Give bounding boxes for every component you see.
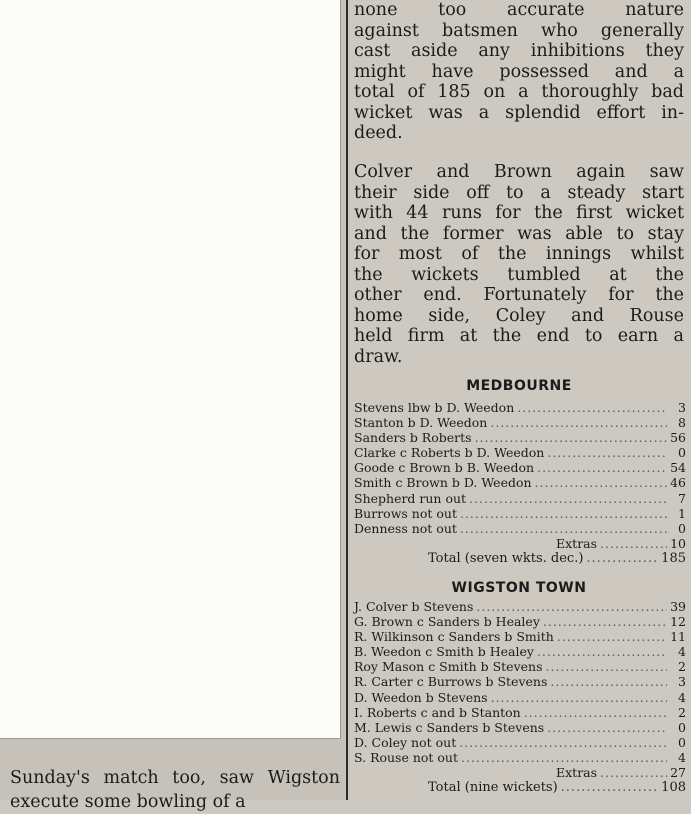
text-line: Colver and Brown again saw [354, 162, 684, 182]
batting-row: B. Weedon c Smith b Healey ..... 4 [354, 644, 686, 659]
left-column [0, 0, 345, 812]
text-line: and the former was able to stay [354, 223, 684, 244]
batting-row: G. Brown c Sanders b Healey ..... 12 [354, 614, 686, 629]
medbourne-heading: MEDBOURNE [466, 378, 572, 394]
match-report-paragraph-2 [354, 162, 684, 367]
wigston-town-scorecard [354, 599, 686, 795]
text-line: held firm at the end to earn a [354, 326, 684, 346]
batting-row: Burrows not out ..... 1 [354, 506, 686, 521]
text-line: against batsmen who generally [354, 20, 684, 41]
text-line: with 44 runs for the first wicket [354, 203, 684, 223]
batting-row: Stevens lbw b D. Weedon ..... 3 [354, 400, 686, 415]
batting-row: R. Carter c Burrows b Stevens ..... 3 [354, 674, 686, 689]
redaction-box [0, 0, 341, 739]
batting-row: M. Lewis c Sanders b Stevens ..... 0 [354, 720, 686, 735]
match-report-paragraph-1 [354, 0, 684, 144]
text-line: deed. [354, 123, 403, 143]
text-line: other end. Fortunately for the [354, 285, 684, 305]
text-line: for most of the innings whilst [354, 244, 684, 264]
batting-row: Clarke c Roberts b D. Weedon ..... 0 [354, 445, 686, 460]
medbourne-scorecard [354, 400, 686, 566]
batting-row: Roy Mason c Smith b Stevens ..... 2 [354, 659, 686, 674]
text-line: cast aside any inhibitions they [354, 41, 684, 61]
text-line: wicket was a splendid effort in- [354, 102, 684, 123]
extras-row: Extras ..... 27 [354, 765, 686, 780]
column-divider [346, 0, 348, 800]
text-line: home side, Coley and Rouse [354, 305, 684, 326]
text-line: the wickets tumbled at the [354, 264, 684, 285]
batting-row: J. Colver b Stevens ..... 39 [354, 599, 686, 614]
total-row: Total (seven wkts. dec.) ..... 185 [354, 551, 686, 566]
batting-row: D. Weedon b Stevens ..... 4 [354, 690, 686, 705]
batting-row: Goode c Brown b B. Weedon ..... 54 [354, 460, 686, 475]
batting-row: Sanders b Roberts ..... 56 [354, 430, 686, 445]
batting-row: D. Coley not out ..... 0 [354, 735, 686, 750]
text-line: none too accurate nature [354, 0, 684, 20]
batting-row: S. Rouse not out ..... 4 [354, 750, 686, 765]
batting-row: Stanton b D. Weedon ..... 8 [354, 415, 686, 430]
batting-row: Smith c Brown b D. Weedon ..... 46 [354, 475, 686, 490]
batting-row: I. Roberts c and b Stanton ..... 2 [354, 705, 686, 720]
text-line: might have possessed and a [354, 61, 684, 82]
wigston-town-heading: WIGSTON TOWN [451, 580, 587, 596]
batting-row: Shepherd run out ..... 7 [354, 491, 686, 506]
batting-row: Denness not out ..... 0 [354, 521, 686, 536]
text-line: total of 185 on a thoroughly bad [354, 82, 684, 102]
total-row: Total (nine wickets) ..... 108 [354, 780, 686, 795]
extras-row: Extras ..... 10 [354, 536, 686, 551]
left-column-text: Sunday's match too, saw Wigston execute some bowling of a [10, 767, 340, 812]
text-line: draw. [354, 346, 403, 367]
text-line: their side off to a steady start [354, 182, 684, 203]
batting-row: R. Wilkinson c Sanders b Smith ..... 11 [354, 629, 686, 644]
